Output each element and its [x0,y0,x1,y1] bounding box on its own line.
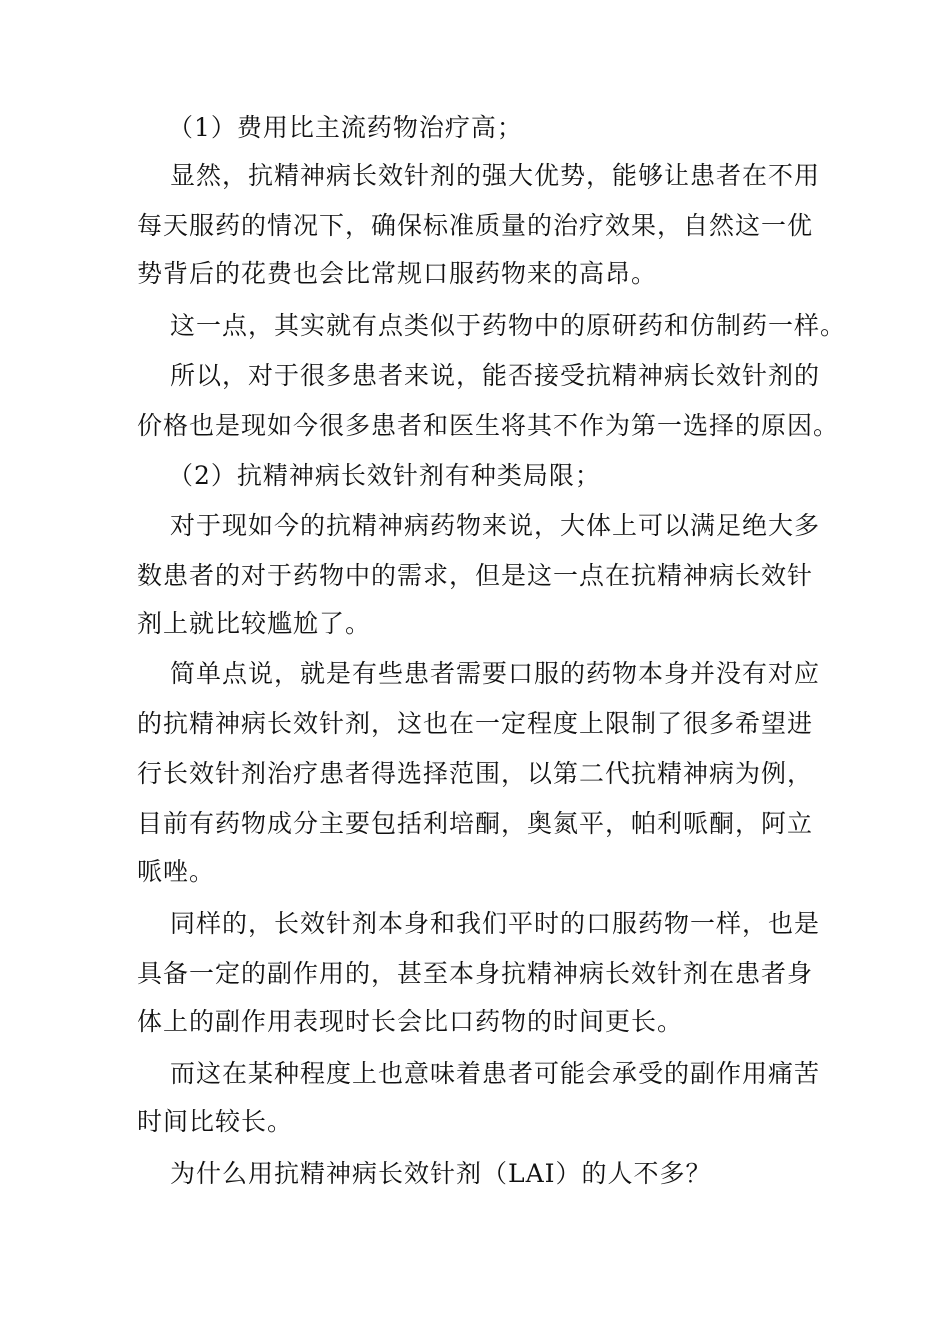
section-heading-1: （1）费用比主流药物治疗高； [168,113,523,142]
paragraph-line: 每天服药的情况下，确保标准质量的治疗效果，自然这一优 [137,211,814,240]
paragraph-line: 的抗精神病长效针剂，这也在一定程度上限制了很多希望进 [137,709,814,738]
paragraph-line: 而这在某种程度上也意味着患者可能会承受的副作用痛苦 [170,1059,821,1088]
paragraph-line: 显然，抗精神病长效针剂的强大优势，能够让患者在不用 [170,161,821,190]
paragraph-line: 同样的，长效针剂本身和我们平时的口服药物一样，也是 [170,909,821,938]
paragraph-line: 时间比较长。 [137,1107,294,1136]
paragraph-line: 简单点说，就是有些患者需要口服的药物本身并没有对应 [170,659,821,688]
paragraph-line: 剂上就比较尴尬了。 [137,609,372,638]
closing-question: 为什么用抗精神病长效针剂（LAI）的人不多？ [170,1159,712,1188]
paragraph-line: 势背后的花费也会比常规口服药物来的高昂。 [137,259,658,288]
paragraph-line: 行长效针剂治疗患者得选择范围，以第二代抗精神病为例， [137,759,814,788]
paragraph-line: 对于现如今的抗精神病药物来说，大体上可以满足绝大多 [170,511,821,540]
paragraph-line: 数患者的对于药物中的需求，但是这一点在抗精神病长效针 [137,561,814,590]
paragraph-line: 具备一定的副作用的，甚至本身抗精神病长效针剂在患者身 [137,959,814,988]
paragraph-line: 目前有药物成分主要包括利培酮，奥氮平，帕利哌酮，阿立 [137,809,814,838]
section-heading-2: （2）抗精神病长效针剂有种类局限； [168,461,601,490]
paragraph-line: 这一点，其实就有点类似于药物中的原研药和仿制药一样。 [170,311,847,340]
paragraph-line: 体上的副作用表现时长会比口药物的时间更长。 [137,1007,684,1036]
paragraph-line: 哌唑。 [137,857,216,886]
paragraph-line: 价格也是现如今很多患者和医生将其不作为第一选择的原因。 [137,411,840,440]
paragraph-line: 所以，对于很多患者来说，能否接受抗精神病长效针剂的 [170,361,821,390]
